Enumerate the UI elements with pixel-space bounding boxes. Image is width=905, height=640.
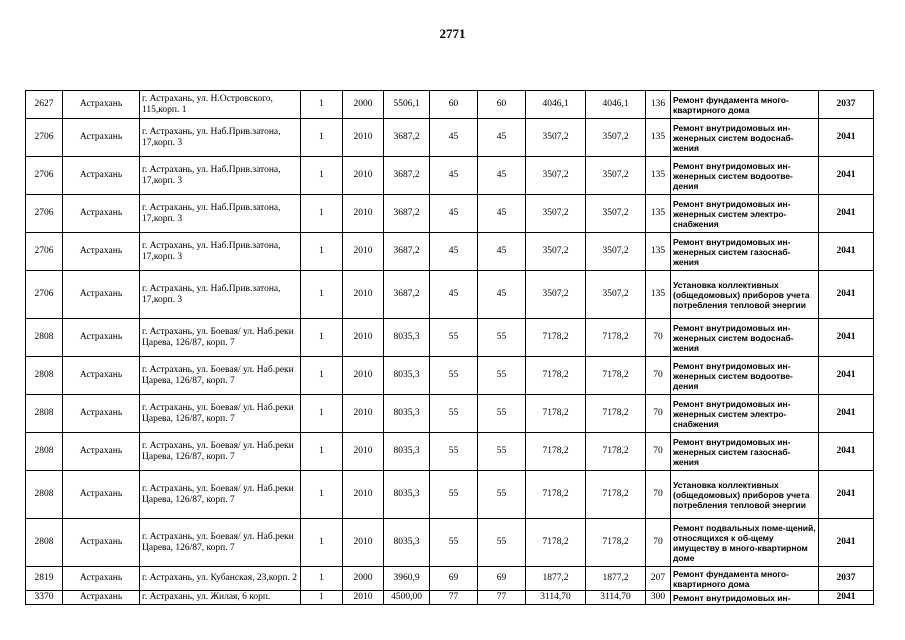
cell-address: г. Астрахань, ул. Боевая/ ул. Наб.реки Царева, 126/87, корп. 7	[140, 471, 301, 519]
cell-address: г. Астрахань, ул. Боевая/ ул. Наб.реки Царева, 126/87, корп. 7	[140, 519, 301, 567]
cell-plan-year: 2041	[819, 591, 874, 605]
cell-address: г. Астрахань, ул. Кубанская, 23,корп. 2	[140, 567, 301, 591]
cell-work-type: Ремонт фундамента много-квартирного дома	[671, 91, 819, 119]
cell-n2: 55	[478, 319, 526, 357]
cell-id: 2808	[26, 471, 63, 519]
cell-year: 2010	[343, 433, 384, 471]
cell-work-type: Ремонт внутридомовых ин-женерных систем газоснаб-жения	[671, 233, 819, 271]
cell-work-type: Ремонт внутридомовых ин-женерных систем электро-снабжения	[671, 395, 819, 433]
cell-city: Астрахань	[63, 567, 140, 591]
cell-count: 1	[301, 471, 343, 519]
cell-address: г. Астрахань, ул. Боевая/ ул. Наб.реки Царева, 126/87, корп. 7	[140, 433, 301, 471]
cell-plan-year: 2041	[819, 319, 874, 357]
cell-city: Астрахань	[63, 157, 140, 195]
cell-v2: 3114,70	[586, 591, 646, 605]
cell-plan-year: 2041	[819, 357, 874, 395]
cell-n2: 45	[478, 233, 526, 271]
cell-address: г. Астрахань, ул. Наб.Прив.затона, 17,корп. 3	[140, 233, 301, 271]
cell-year: 2010	[343, 357, 384, 395]
cell-n2: 55	[478, 519, 526, 567]
cell-n1: 45	[430, 271, 478, 319]
cell-year: 2010	[343, 471, 384, 519]
cell-n3: 70	[646, 395, 671, 433]
cell-v2: 7178,2	[586, 357, 646, 395]
cell-year: 2010	[343, 195, 384, 233]
cell-id: 2627	[26, 91, 63, 119]
cell-area: 3687,2	[384, 119, 430, 157]
cell-n1: 55	[430, 471, 478, 519]
cell-count: 1	[301, 119, 343, 157]
cell-year: 2010	[343, 519, 384, 567]
cell-n1: 55	[430, 395, 478, 433]
cell-city: Астрахань	[63, 357, 140, 395]
cell-count: 1	[301, 271, 343, 319]
cell-n3: 70	[646, 471, 671, 519]
cell-count: 1	[301, 157, 343, 195]
cell-plan-year: 2041	[819, 271, 874, 319]
cell-plan-year: 2041	[819, 519, 874, 567]
cell-v2: 7178,2	[586, 471, 646, 519]
cell-plan-year: 2041	[819, 471, 874, 519]
cell-work-type: Ремонт внутридомовых ин-	[671, 591, 819, 605]
cell-v1: 3114,70	[526, 591, 586, 605]
cell-id: 2808	[26, 357, 63, 395]
cell-n1: 77	[430, 591, 478, 605]
cell-plan-year: 2041	[819, 433, 874, 471]
cell-n3: 70	[646, 319, 671, 357]
cell-address: г. Астрахань, ул. Боевая/ ул. Наб.реки Царева, 126/87, корп. 7	[140, 395, 301, 433]
registry-rows	[26, 91, 874, 605]
cell-area: 3687,2	[384, 233, 430, 271]
cell-id: 3370	[26, 591, 63, 605]
table-row	[26, 195, 874, 233]
cell-v1: 4046,1	[526, 91, 586, 119]
cell-v1: 3507,2	[526, 157, 586, 195]
cell-id: 2706	[26, 271, 63, 319]
table-row	[26, 233, 874, 271]
cell-id: 2706	[26, 233, 63, 271]
cell-v1: 1877,2	[526, 567, 586, 591]
cell-n2: 60	[478, 91, 526, 119]
cell-year: 2010	[343, 591, 384, 605]
cell-count: 1	[301, 357, 343, 395]
cell-n1: 45	[430, 233, 478, 271]
table-row	[26, 395, 874, 433]
cell-v1: 3507,2	[526, 119, 586, 157]
cell-n2: 45	[478, 271, 526, 319]
cell-area: 8035,3	[384, 319, 430, 357]
cell-address: г. Астрахань, ул. Наб.Прив.затона, 17,корп. 3	[140, 195, 301, 233]
cell-v2: 7178,2	[586, 395, 646, 433]
cell-area: 5506,1	[384, 91, 430, 119]
cell-n2: 45	[478, 157, 526, 195]
cell-city: Астрахань	[63, 271, 140, 319]
cell-area: 8035,3	[384, 357, 430, 395]
cell-work-type: Ремонт фундамента много-квартирного дома	[671, 567, 819, 591]
cell-area: 8035,3	[384, 471, 430, 519]
cell-n2: 69	[478, 567, 526, 591]
cell-year: 2010	[343, 233, 384, 271]
cell-year: 2010	[343, 119, 384, 157]
cell-n2: 55	[478, 433, 526, 471]
cell-count: 1	[301, 233, 343, 271]
cell-plan-year: 2041	[819, 233, 874, 271]
cell-work-type: Ремонт внутридомовых ин-женерных систем водоснаб-жения	[671, 119, 819, 157]
cell-v2: 7178,2	[586, 519, 646, 567]
cell-v1: 3507,2	[526, 271, 586, 319]
cell-address: г. Астрахань, ул. Наб.Прив.затона, 17,корп. 3	[140, 119, 301, 157]
table-row	[26, 471, 874, 519]
cell-n2: 55	[478, 471, 526, 519]
cell-count: 1	[301, 319, 343, 357]
cell-id: 2808	[26, 319, 63, 357]
cell-count: 1	[301, 591, 343, 605]
cell-n2: 45	[478, 195, 526, 233]
cell-city: Астрахань	[63, 395, 140, 433]
cell-count: 1	[301, 433, 343, 471]
cell-address: г. Астрахань, ул. Н.Островского, 115,корп. 1	[140, 91, 301, 119]
cell-v1: 7178,2	[526, 395, 586, 433]
cell-city: Астрахань	[63, 433, 140, 471]
cell-v2: 3507,2	[586, 157, 646, 195]
cell-n3: 70	[646, 519, 671, 567]
cell-v1: 7178,2	[526, 357, 586, 395]
cell-year: 2010	[343, 157, 384, 195]
cell-id: 2706	[26, 119, 63, 157]
cell-n1: 45	[430, 157, 478, 195]
cell-n2: 45	[478, 119, 526, 157]
cell-n1: 45	[430, 119, 478, 157]
cell-n3: 135	[646, 157, 671, 195]
cell-n3: 136	[646, 91, 671, 119]
cell-id: 2808	[26, 433, 63, 471]
cell-n1: 55	[430, 433, 478, 471]
table-row	[26, 319, 874, 357]
cell-work-type: Ремонт внутридомовых ин-женерных систем водоснаб-жения	[671, 319, 819, 357]
cell-n1: 55	[430, 319, 478, 357]
cell-city: Астрахань	[63, 91, 140, 119]
cell-v2: 7178,2	[586, 319, 646, 357]
cell-work-type: Ремонт внутридомовых ин-женерных систем водоотве-дения	[671, 157, 819, 195]
cell-area: 3687,2	[384, 195, 430, 233]
cell-city: Астрахань	[63, 519, 140, 567]
cell-id: 2808	[26, 395, 63, 433]
table-row	[26, 519, 874, 567]
cell-v1: 7178,2	[526, 433, 586, 471]
cell-work-type: Установка коллективных (общедомовых) приборов учета потребления тепловой энергии	[671, 471, 819, 519]
cell-v2: 3507,2	[586, 233, 646, 271]
cell-work-type: Ремонт внутридомовых ин-женерных систем водоотве-дения	[671, 357, 819, 395]
cell-year: 2010	[343, 319, 384, 357]
cell-work-type: Установка коллективных (общедомовых) приборов учета потребления тепловой энергии	[671, 271, 819, 319]
cell-n1: 55	[430, 357, 478, 395]
cell-address: г. Астрахань, ул. Наб.Прив.затона, 17,корп. 3	[140, 271, 301, 319]
cell-v2: 4046,1	[586, 91, 646, 119]
cell-n3: 135	[646, 271, 671, 319]
cell-n3: 70	[646, 357, 671, 395]
cell-n3: 135	[646, 195, 671, 233]
cell-area: 3687,2	[384, 271, 430, 319]
table-row	[26, 157, 874, 195]
cell-id: 2808	[26, 519, 63, 567]
cell-id: 2706	[26, 157, 63, 195]
cell-address: г. Астрахань, ул. Боевая/ ул. Наб.реки Царева, 126/87, корп. 7	[140, 319, 301, 357]
cell-v1: 7178,2	[526, 319, 586, 357]
cell-v1: 7178,2	[526, 519, 586, 567]
cell-address: г. Астрахань, ул. Наб.Прив.затона, 17,корп. 3	[140, 157, 301, 195]
cell-n3: 70	[646, 433, 671, 471]
cell-n3: 207	[646, 567, 671, 591]
cell-area: 3960,9	[384, 567, 430, 591]
cell-plan-year: 2037	[819, 91, 874, 119]
cell-v1: 3507,2	[526, 233, 586, 271]
cell-city: Астрахань	[63, 591, 140, 605]
cell-year: 2000	[343, 567, 384, 591]
cell-v1: 7178,2	[526, 471, 586, 519]
cell-city: Астрахань	[63, 471, 140, 519]
cell-n2: 55	[478, 357, 526, 395]
cell-v2: 7178,2	[586, 433, 646, 471]
cell-v2: 3507,2	[586, 271, 646, 319]
cell-city: Астрахань	[63, 319, 140, 357]
cell-count: 1	[301, 567, 343, 591]
cell-area: 4500,00	[384, 591, 430, 605]
cell-n2: 55	[478, 395, 526, 433]
cell-n1: 55	[430, 519, 478, 567]
cell-area: 8035,3	[384, 519, 430, 567]
cell-area: 8035,3	[384, 395, 430, 433]
table-row	[26, 567, 874, 591]
cell-n2: 77	[478, 591, 526, 605]
cell-plan-year: 2041	[819, 157, 874, 195]
cell-v1: 3507,2	[526, 195, 586, 233]
cell-city: Астрахань	[63, 119, 140, 157]
cell-city: Астрахань	[63, 195, 140, 233]
cell-work-type: Ремонт подвальных поме-щений, относящихся к об-щему имуществу в много-квартирном доме	[671, 519, 819, 567]
cell-area: 8035,3	[384, 433, 430, 471]
cell-plan-year: 2037	[819, 567, 874, 591]
cell-n3: 300	[646, 591, 671, 605]
cell-v2: 3507,2	[586, 195, 646, 233]
table-row	[26, 433, 874, 471]
cell-n3: 135	[646, 233, 671, 271]
cell-plan-year: 2041	[819, 395, 874, 433]
cell-count: 1	[301, 91, 343, 119]
cell-year: 2000	[343, 91, 384, 119]
cell-n1: 60	[430, 91, 478, 119]
cell-id: 2706	[26, 195, 63, 233]
table-row	[26, 271, 874, 319]
cell-count: 1	[301, 195, 343, 233]
table-row	[26, 591, 874, 605]
cell-id: 2819	[26, 567, 63, 591]
cell-address: г. Астрахань, ул. Боевая/ ул. Наб.реки Царева, 126/87, корп. 7	[140, 357, 301, 395]
cell-n1: 45	[430, 195, 478, 233]
registry-table	[25, 90, 874, 605]
cell-year: 2010	[343, 271, 384, 319]
cell-count: 1	[301, 395, 343, 433]
cell-city: Астрахань	[63, 233, 140, 271]
table-row	[26, 91, 874, 119]
cell-v2: 1877,2	[586, 567, 646, 591]
cell-plan-year: 2041	[819, 119, 874, 157]
table-row	[26, 357, 874, 395]
cell-n3: 135	[646, 119, 671, 157]
cell-n1: 69	[430, 567, 478, 591]
table-row	[26, 119, 874, 157]
cell-area: 3687,2	[384, 157, 430, 195]
cell-address: г. Астрахань, ул. Жилая, 6 корп.	[140, 591, 301, 605]
cell-work-type: Ремонт внутридомовых ин-женерных систем газоснаб-жения	[671, 433, 819, 471]
page-number: 2771	[439, 26, 466, 41]
cell-work-type: Ремонт внутридомовых ин-женерных систем электро-снабжения	[671, 195, 819, 233]
cell-v2: 3507,2	[586, 119, 646, 157]
cell-count: 1	[301, 519, 343, 567]
cell-plan-year: 2041	[819, 195, 874, 233]
cell-year: 2010	[343, 395, 384, 433]
